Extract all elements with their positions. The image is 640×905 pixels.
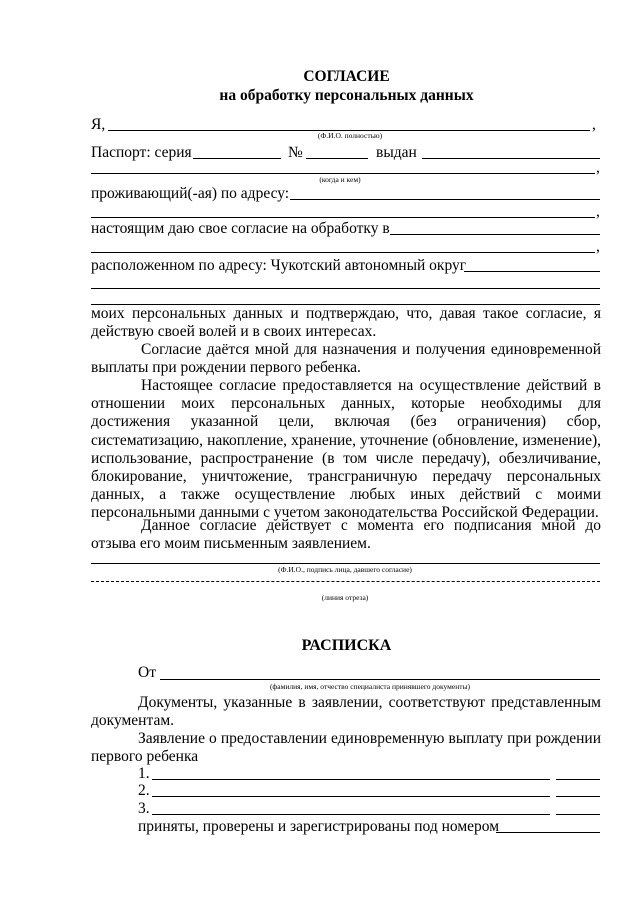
organization-field[interactable] bbox=[390, 234, 600, 235]
item-number-1: 1. bbox=[138, 765, 150, 782]
passport-series-label: Паспорт: серия bbox=[91, 144, 192, 161]
registration-number-field[interactable] bbox=[496, 832, 600, 833]
fio-caption: (Ф.И.О. полностью) bbox=[317, 131, 383, 140]
from-label: От bbox=[138, 664, 156, 681]
address-field[interactable] bbox=[290, 199, 600, 200]
receipt-paragraph-2: Заявление о предоставлении единовременную выплату при рождении первого ребенка bbox=[91, 730, 601, 766]
located-field-line2[interactable] bbox=[91, 288, 600, 289]
item-2-count-field[interactable] bbox=[556, 796, 600, 797]
item-1-field[interactable] bbox=[152, 779, 550, 780]
located-label: расположенном по адресу: Чукотский автономный округ bbox=[91, 257, 467, 274]
signature-field[interactable] bbox=[91, 563, 600, 564]
passport-series-field[interactable] bbox=[193, 158, 281, 159]
accepted-label: приняты, проверены и зарегистрированы под номером bbox=[138, 818, 500, 835]
issued-comma: , bbox=[596, 159, 600, 176]
cut-line bbox=[91, 581, 600, 582]
from-caption: (фамилия, имя, отчество специалиста принявшего документы) bbox=[269, 682, 471, 691]
located-field[interactable] bbox=[464, 271, 600, 272]
consent-paragraph-3: Настоящее согласие предоставляется на осуществление действий в отношении моих персональных данных, которые необходимы для достижения указанной цели, включая (без ограничения) сбор, систематизацию, накопление, хранение, уточнение (обновление, изменение), использование, распространение (в том числе передачу), обезличивание, блокирование, уничтожение, трансграничную передачу персональных данных, а также осуществление любых иных действий с моими персональными данными с учетом законодательства Российской Федерации. bbox=[91, 377, 601, 522]
consent-subtitle: на обработку персональных данных bbox=[219, 87, 474, 104]
address-field-line2[interactable] bbox=[91, 217, 595, 218]
consent-paragraph-4: Данное согласие действует с момента его подписания мной до отзыва его моим письменным заявлением. bbox=[91, 517, 601, 553]
item-3-field[interactable] bbox=[152, 814, 550, 815]
item-1-count-field[interactable] bbox=[556, 779, 600, 780]
receipt-paragraph-1: Документы, указанные в заявлении, соответствуют представленным документам. bbox=[91, 694, 601, 730]
number-sign: № bbox=[288, 144, 303, 161]
from-field[interactable] bbox=[160, 679, 600, 680]
issued-label: выдан bbox=[376, 144, 417, 161]
issued-caption: (когда и кем) bbox=[319, 175, 361, 184]
consent-to-label: настоящим даю свое согласие на обработку в bbox=[91, 220, 390, 237]
consent-title: СОГЛАСИЕ bbox=[303, 68, 390, 85]
address-label: проживающий(-ая) по адресу: bbox=[91, 185, 290, 202]
address-comma: , bbox=[596, 203, 600, 220]
item-3-count-field[interactable] bbox=[556, 814, 600, 815]
signature-caption: (Ф.И.О., подпись лица, давшего согласие) bbox=[278, 565, 412, 574]
organization-comma: , bbox=[596, 238, 600, 255]
organization-field-line2[interactable] bbox=[91, 252, 595, 253]
issued-field-line2[interactable] bbox=[91, 173, 595, 174]
fio-comma: , bbox=[592, 116, 596, 133]
item-number-2: 2. bbox=[138, 782, 150, 799]
passport-number-field[interactable] bbox=[306, 158, 368, 159]
receipt-title: РАСПИСКА bbox=[301, 637, 392, 654]
cut-caption: (линия отреза) bbox=[321, 593, 369, 602]
consent-paragraph-1: моих персональных данных и подтверждаю, что, давая такое согласие, я действую своей волей и в своих интересах. bbox=[91, 305, 601, 341]
item-number-3: 3. bbox=[138, 800, 150, 817]
item-2-field[interactable] bbox=[152, 796, 550, 797]
consent-paragraph-2: Согласие даётся мной для назначения и получения единовременной выплаты при рождении первого ребенка. bbox=[91, 341, 601, 377]
issued-field[interactable] bbox=[422, 158, 600, 159]
ya-label: Я, bbox=[91, 116, 106, 133]
